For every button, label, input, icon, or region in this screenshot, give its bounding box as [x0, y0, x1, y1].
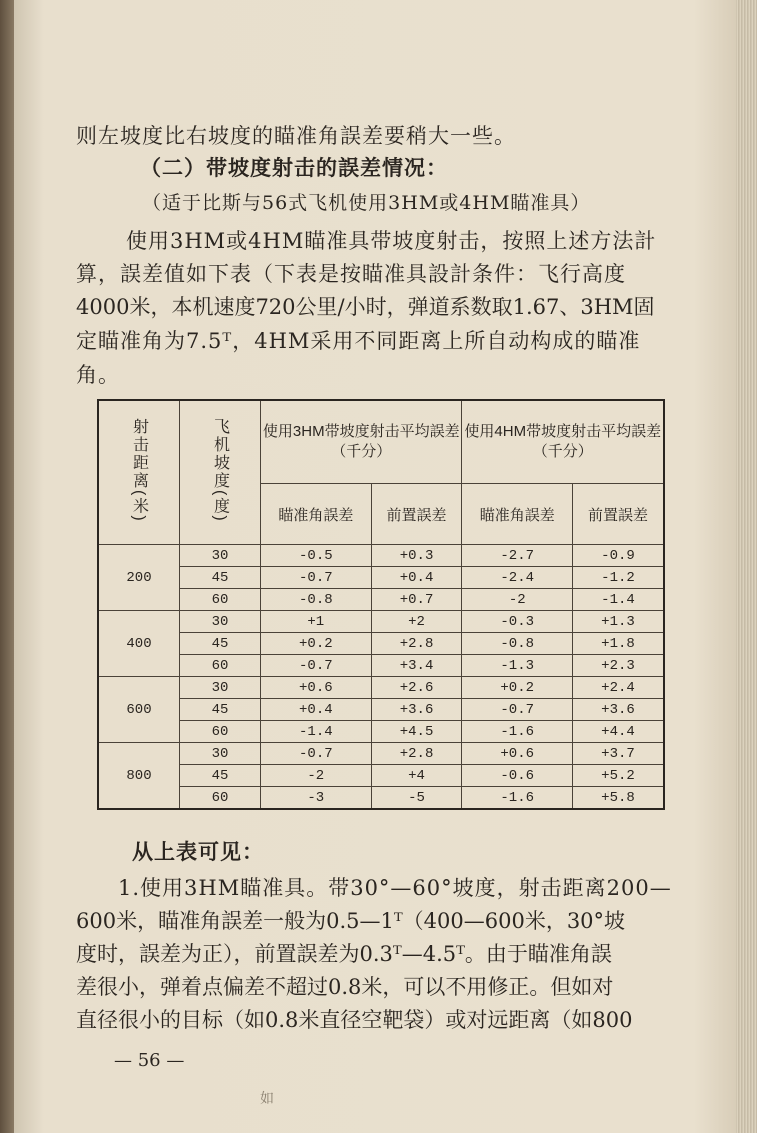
lead-3hm-cell: +2.6 — [371, 677, 462, 699]
lead-4hm-cell: +5.8 — [572, 787, 664, 810]
section-heading: （二）带坡度射击的誤差情况： — [140, 155, 448, 180]
table-row — [98, 611, 664, 633]
lead-4hm-cell: +2.4 — [572, 677, 664, 699]
lead-4hm-cell: -1.4 — [572, 589, 664, 611]
ink-smudge: 如 — [260, 1091, 274, 1107]
lead-3hm-cell: +0.3 — [371, 545, 462, 567]
aim-3hm-cell: -0.7 — [261, 743, 372, 765]
bank-cell: 45 — [180, 567, 261, 589]
table-row — [98, 787, 664, 810]
distance-cell: 800 — [98, 743, 180, 810]
lead-3hm-cell: +2 — [371, 611, 462, 633]
aim-4hm-cell: -0.7 — [462, 699, 572, 721]
text-line: 4000米，本机速度720公里/小时，弹道系数取1.67、3HM固 — [76, 295, 655, 319]
lead-4hm-cell: +1.8 — [572, 633, 664, 655]
text-line: 直径很小的目标（如0.8米直径空靶袋）或对远距离（如800 — [76, 1008, 633, 1032]
table-row — [98, 589, 664, 611]
col-header-bank: 飞机坡度(度) — [180, 400, 261, 545]
group-header-3hm: 使用3HM带坡度射击平均誤差（千分） — [261, 400, 462, 484]
aim-3hm-cell: -0.8 — [261, 589, 372, 611]
lead-3hm-cell: -5 — [371, 787, 462, 810]
aim-3hm-cell: -2 — [261, 765, 372, 787]
bank-cell: 60 — [180, 787, 261, 810]
lead-4hm-cell: +3.6 — [572, 699, 664, 721]
lead-3hm-cell: +3.4 — [371, 655, 462, 677]
lead-3hm-cell: +2.8 — [371, 633, 462, 655]
aim-4hm-cell: -0.3 — [462, 611, 572, 633]
aim-4hm-cell: -0.8 — [462, 633, 572, 655]
bank-cell: 60 — [180, 655, 261, 677]
bank-cell: 60 — [180, 589, 261, 611]
bank-cell: 60 — [180, 721, 261, 743]
table-row — [98, 765, 664, 787]
text-line: 差很小，弹着点偏差不超过0.8米，可以不用修正。但如对 — [76, 975, 614, 999]
distance-cell: 200 — [98, 545, 180, 611]
table-row — [98, 721, 664, 743]
bank-cell: 30 — [180, 743, 261, 765]
lead-3hm-cell: +2.8 — [371, 743, 462, 765]
aim-3hm-cell: -1.4 — [261, 721, 372, 743]
aim-4hm-cell: -0.6 — [462, 765, 572, 787]
text-line: 1.使用3HM瞄准具。带30°—60°坡度，射击距离200— — [118, 876, 672, 900]
table-row — [98, 545, 664, 567]
sub-header-aim-4hm: 瞄准角誤差 — [462, 484, 572, 545]
bank-cell: 45 — [180, 633, 261, 655]
aim-4hm-cell: -1.3 — [462, 655, 572, 677]
aim-3hm-cell: +0.2 — [261, 633, 372, 655]
sub-header-lead-4hm: 前置誤差 — [572, 484, 664, 545]
book-spine — [0, 0, 14, 1133]
bank-cell: 30 — [180, 545, 261, 567]
lead-4hm-cell: +1.3 — [572, 611, 664, 633]
error-table — [97, 399, 665, 810]
group-header-4hm: 使用4HM带坡度射击平均誤差（千分） — [462, 400, 664, 484]
sub-header-lead-3hm: 前置誤差 — [371, 484, 462, 545]
table-row — [98, 567, 664, 589]
table-row — [98, 743, 664, 765]
aim-3hm-cell: -3 — [261, 787, 372, 810]
table-row — [98, 633, 664, 655]
note-line: （适于比斯与56式飞机使用3HM或4HM瞄准具） — [142, 192, 591, 214]
text-line: 角。 — [76, 363, 120, 387]
aim-3hm-cell: -0.5 — [261, 545, 372, 567]
aim-4hm-cell: -1.6 — [462, 721, 572, 743]
sub-header-aim-3hm: 瞄准角誤差 — [261, 484, 372, 545]
bank-cell: 30 — [180, 677, 261, 699]
aim-3hm-cell: -0.7 — [261, 655, 372, 677]
lead-4hm-cell: -0.9 — [572, 545, 664, 567]
aim-4hm-cell: -2.4 — [462, 567, 572, 589]
book-page — [14, 0, 736, 1133]
col-header-distance: 射击距离(米) — [98, 400, 180, 545]
text-line: 则左坡度比右坡度的瞄准角誤差要稍大一些。 — [76, 124, 516, 148]
lead-4hm-cell: +2.3 — [572, 655, 664, 677]
aim-3hm-cell: +0.6 — [261, 677, 372, 699]
aim-4hm-cell: -1.6 — [462, 787, 572, 810]
bank-cell: 45 — [180, 699, 261, 721]
aim-4hm-cell: -2 — [462, 589, 572, 611]
lead-3hm-cell: +3.6 — [371, 699, 462, 721]
aim-4hm-cell: +0.2 — [462, 677, 572, 699]
page-edges — [736, 0, 757, 1133]
aim-4hm-cell: +0.6 — [462, 743, 572, 765]
aim-3hm-cell: +0.4 — [261, 699, 372, 721]
lead-4hm-cell: -1.2 — [572, 567, 664, 589]
text-line: 使用3HM或4HM瞄准具带坡度射击，按照上述方法計 — [126, 229, 657, 253]
lead-4hm-cell: +5.2 — [572, 765, 664, 787]
table-row — [98, 677, 664, 699]
lead-3hm-cell: +0.7 — [371, 589, 462, 611]
table-row — [98, 699, 664, 721]
page-number: — 56 — — [114, 1050, 185, 1071]
distance-cell: 400 — [98, 611, 180, 677]
conclusion-heading: 从上表可见： — [132, 839, 264, 864]
aim-3hm-cell: -0.7 — [261, 567, 372, 589]
lead-4hm-cell: +4.4 — [572, 721, 664, 743]
table-row — [98, 655, 664, 677]
distance-cell: 600 — [98, 677, 180, 743]
lead-3hm-cell: +0.4 — [371, 567, 462, 589]
lead-3hm-cell: +4 — [371, 765, 462, 787]
lead-4hm-cell: +3.7 — [572, 743, 664, 765]
text-line: 度时，誤差为正），前置誤差为0.3ᵀ—4.5ᵀ。由于瞄准角誤 — [76, 942, 612, 966]
text-line: 算，誤差值如下表（下表是按瞄准具設計条件：飞行高度 — [76, 262, 626, 286]
aim-3hm-cell: +1 — [261, 611, 372, 633]
bank-cell: 30 — [180, 611, 261, 633]
aim-4hm-cell: -2.7 — [462, 545, 572, 567]
lead-3hm-cell: +4.5 — [371, 721, 462, 743]
text-line: 定瞄准角为7.5ᵀ，4HM采用不同距离上所自动构成的瞄准 — [76, 329, 641, 353]
bank-cell: 45 — [180, 765, 261, 787]
text-line: 600米，瞄准角誤差一般为0.5—1ᵀ（400—600米，30°坡 — [76, 909, 626, 933]
